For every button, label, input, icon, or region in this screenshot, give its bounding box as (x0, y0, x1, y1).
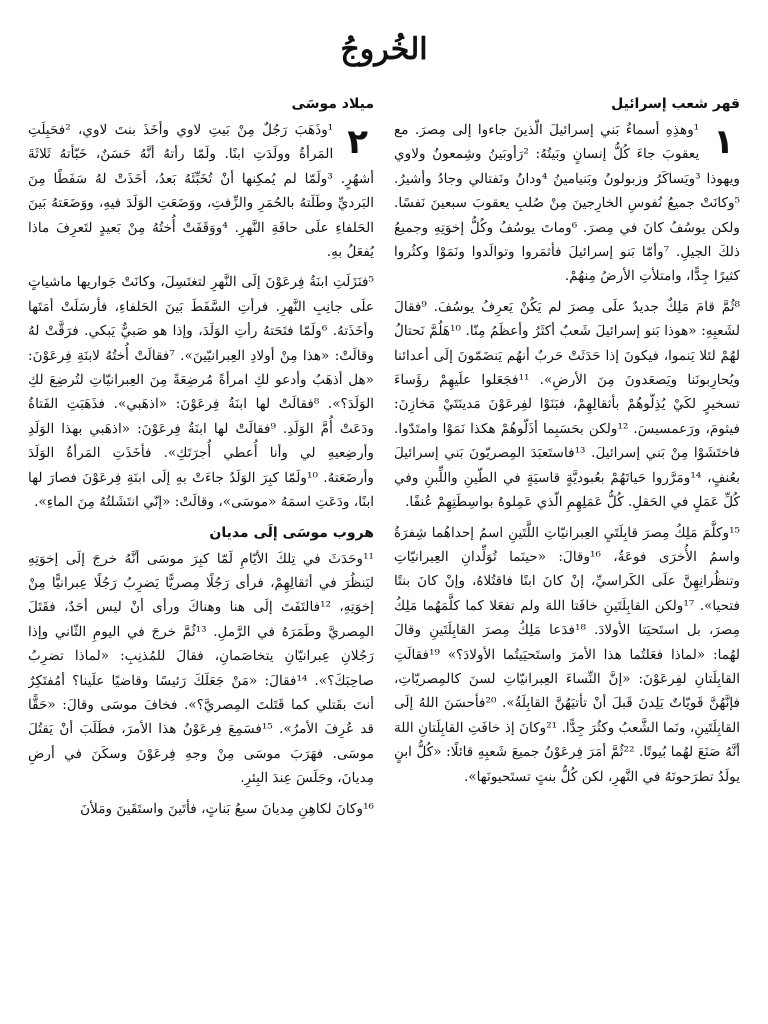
section-heading-birth-of-moses: ميلاد موسَى (291, 96, 374, 112)
verse-paragraph: ¹⁵وكلَّمَ مَلِكُ مِصرَ قابِلَتَيِ العِبرانيّاتِ اللَّتَينِ اسمُ إحداهُما شِفرَةُ واسمُ الأُخرَى فوعَةُ، ¹⁶وقالَ: «حينَما تُوَلِّدانِ العِبرانيّاتِ وتنظُرانِهِنَّ علَى الكَراسيِّ، إنْ كانَ ابنًا فاقتُلاهُ، وإنْ كانَ بنتًا فتحيا». ¹⁷ولكن القابِلَتَينِ خافَتا اللهَ ولم تفعَلا كما كلَّمَهُما مَلِكُ مِصرَ، بل استَحيَتا الأولادَ. ¹⁸فدَعا مَلِكُ مِصرَ القابِلَتَينِ وقالَ لهُما: «لماذا فعَلتُما هذا الأمرَ واستَحيَيتُما الأولادَ؟» ¹⁹فقالَتِ القابِلَتانِ لفِرعَوْنَ: «إنَّ النِّساءَ العِبرانيّاتِ لسنَ كالمِصريّاتِ، فإنَّهُنَّ قَويّاتٌ يَلِدنَ قَبلَ أنْ تأتيَهُنَّ القابِلَةُ». ²⁰فأحسَنَ اللهُ إلَى القابِلَتَينِ، ونَما الشَّعبُ وكثُرَ جِدًّا. ²¹وكانَ إذ خافَتِ القابِلَتانِ اللهَ أنَّهُ صَنَعَ لهُما بُيوتًا. ²²ثُمَّ أمَرَ فِرعَوْنُ جميعَ شَعبِهِ قائلًا: «كُلُّ ابنٍ يولَدُ تطرَحونَهُ في النَّهرِ، لكن كُلُّ بنتٍ تستَحيونَها». (394, 524, 740, 785)
verse-paragraph: ⁵فنَزَلَتِ ابنَةُ فِرعَوْنَ إلَى النَّهرِ لتغتَسِلَ، وكانَتْ جَواريها ماشياتٍ علَى جانِبِ النَّهرِ. فرأتِ السَّفَطَ بَينَ الحَلفاءِ، فأرسَلَتْ أمَتَها وأخَذَتهُ. ⁶ولَمّا فتَحَتهُ رأتِ الوَلَدَ، وإذا هو صَبيٌّ يَبكي. فرَقَّتْ لهُ وقالَتْ: «هذا مِنْ أولادِ العِبرانيّينَ». ⁷فقالَتْ أُختُهُ لابنَةِ فِرعَوْنَ: «هل أذهَبُ وأدعو لكِ امرأةً مُرضِعَةً مِنَ العِبرانيّاتِ لتُرضِعَ لكِ الوَلَدَ؟». ⁸فقالَتْ لها ابنَةُ فِرعَوْنَ: «اذهَبي». فذَهَبَتِ الفَتاةُ ودَعَتْ أُمَّ الوَلَدِ. ⁹فقالَتْ لها ابنَةُ فِرعَوْنَ: «اذهَبي بهذا الوَلَدِ وأرضِعيهِ لي وأنا أُعطي أُجرَتَكِ». فأخَذَتِ المَرأةُ الوَلَدَ وأرضَعَتهُ. ¹⁰ولَمّا كبِرَ الوَلَدُ جاءَتْ بهِ إلَى ابنَةِ فِرعَوْنَ فصارَ لها ابنًا، ودَعَتِ اسمَهُ «موسَى»، وقالَتْ: «إنّي انتَشَلتُهُ مِنَ الماءِ». (28, 274, 374, 511)
verse-paragraph: ¹¹وحَدَثَ في تِلكَ الأيّامِ لَمّا كبِرَ موسَى أنَّهُ خرجَ إلَى إخوَتِهِ ليَنظُرَ في أثقالِهِمْ، فرأى رَجُلًا مِصريًّا يَضرِبُ رَجُلًا عِبرانيًّا مِنْ إخوَتِهِ، ¹²فالتَفَتَ إلَى هنا وهناكَ ورأى أنْ ليس أحَدٌ، فقَتَلَ المِصريَّ وطَمَرَهُ في الرَّملِ. ¹³ثُمَّ خرجَ في اليومِ الثّاني وإذا رَجُلانِ عِبرانيّانِ يتخاصَمانِ، فقالَ للمُذنِبِ: «لماذا تضرِبُ صاحِبَكَ؟». ¹⁴فقالَ: «مَنْ جَعَلَكَ رَئيسًا وقاضيًا علَينا؟ أمُفتَكِرٌ أنتَ بقَتلي كما قَتَلتَ المِصريَّ؟». فخافَ موسَى وقالَ: «حَقًّا قد عُرِفَ الأمرُ». ¹⁵فسَمِعَ فِرعَوْنُ هذا الأمرَ، فطَلَبَ أنْ يَقتُلَ موسَى. فهَرَبَ موسَى مِنْ وجهِ فِرعَوْنَ وسكَنَ في أرضِ مِديانَ، وجَلَسَ عِندَ البِئرِ. (28, 550, 374, 787)
verse-paragraph: ⁸ثُمَّ قامَ مَلِكٌ جديدٌ علَى مِصرَ لم يَكُنْ يَعرِفُ يوسُفَ. ⁹فقالَ لشَعبِهِ: «هوذا بَنو إسرائيلَ شَعبٌ أكثَرُ وأعظَمُ مِنّا. ¹⁰هَلُمَّ نَحتالُ لهُمْ لئلا يَنموا، فيكونَ إذا حَدَثَتْ حَربٌ أنهُم يَنضَمّونَ إلَى أعدائنا ويُحارِبونَنا ويَصعَدونَ مِنَ الأرضِ». ¹¹فجَعَلوا علَيهِمْ رؤَساءَ تسخيرٍ لكَيْ يُذِلّوهُمْ بأثقالِهِمْ، فبَنَوْا لفِرعَوْنَ مَدينَتَيْ مَخازِنَ: فيثومَ، ورَعمسيسَ. ¹²ولكن بحَسَبِما أذَلّوهُمْ هكذا نَمَوْا وامتَدّوا. فاختَشَوْا مِنْ بَني إسرائيلَ. ¹³فاستَعبَدَ المِصريّونَ بَني إسرائيلَ بعُنفٍ، ¹⁴ومَرَّروا حَياتَهُمْ بعُبوديَّةٍ قاسيَةٍ في الطّينِ واللِّبنِ وفي كُلِّ عَمَلٍ في الحَقلِ. كُلُّ عَمَلِهِمِ الّذي عَمِلوهُ بواسِطَتِهِمْ عُنفًا. (394, 298, 740, 511)
left-column (28, 92, 374, 1012)
right-column (394, 92, 740, 1012)
book-title: الخُروجُ (340, 32, 428, 67)
section-heading-moses-flees: هروب موسَى إلَى مديان (209, 524, 374, 541)
section-heading-oppression: قهر شعب إسرائيل (611, 96, 740, 112)
verse-paragraph: ¹⁶وكانَ لكاهِنِ مِديانَ سبعُ بَناتٍ، فأتَينَ واستَقَينَ ومَلأنَ (80, 800, 374, 817)
chapter-number-2: ٢ (347, 122, 368, 162)
verse-paragraph: ¹وهذِهِ أسماءُ بَني إسرائيلَ الّذينَ جاءوا إلى مِصرَ. مع يعقوبَ جاءَ كُلُّ إنسانٍ وبَيتُهُ: ²رَأوبَينُ وشِمعونُ ولاوي ويهوذا ³ويَساكَرُ وزبولونُ وبَنيامينُ ⁴ودانُ ونَفتالي وجادُ وأشيرُ. ⁵وكانَتْ جميعُ نُفوسِ الخارِجينَ مِنْ صُلبِ يعقوبَ سبعينَ نَفسًا. ولكن يوسُفُ كانَ في مِصرَ. ⁶وماتَ يوسُفُ وكُلُّ إخوَتِهِ وجميعُ ذلكَ الجيلِ. ⁷وأمّا بَنو إسرائيلَ فأثمَروا وتوالَدوا ونَمَوْا وكثُروا كثيرًا جِدًّا، وامتلأتِ الأرضُ مِنهُمْ. (394, 122, 740, 285)
verse-paragraph: ¹وذَهَبَ رَجُلٌ مِنْ بَيتِ لاوي وأخَذَ بنتَ لاوي، ²فحَبِلَتِ المَرأةُ وولَدَتِ ابنًا. ولَمّا رأتهُ أنَّهُ حَسَنٌ، خَبّأتهُ ثَلاثَةَ أشهُرٍ. ³ولَمّا لم يُمكِنها أنْ تُخَبِّئَهُ بَعدُ، أخَذَتْ لهُ سَفَطًا مِنَ البَرديِّ وطَلَتهُ بالحُمَرِ والزِّفتِ، ووَضَعَتِ الوَلَدَ فيهِ، ووَضَعَتهُ بَينَ الحَلفاءِ علَى حافَةِ النَّهرِ. ⁴ووَقَفَتْ أُختُهُ مِنْ بَعيدٍ لتَعرِفَ ماذا يُفعَلُ بهِ. (28, 122, 374, 261)
chapter-number-1: ١ (713, 122, 734, 162)
